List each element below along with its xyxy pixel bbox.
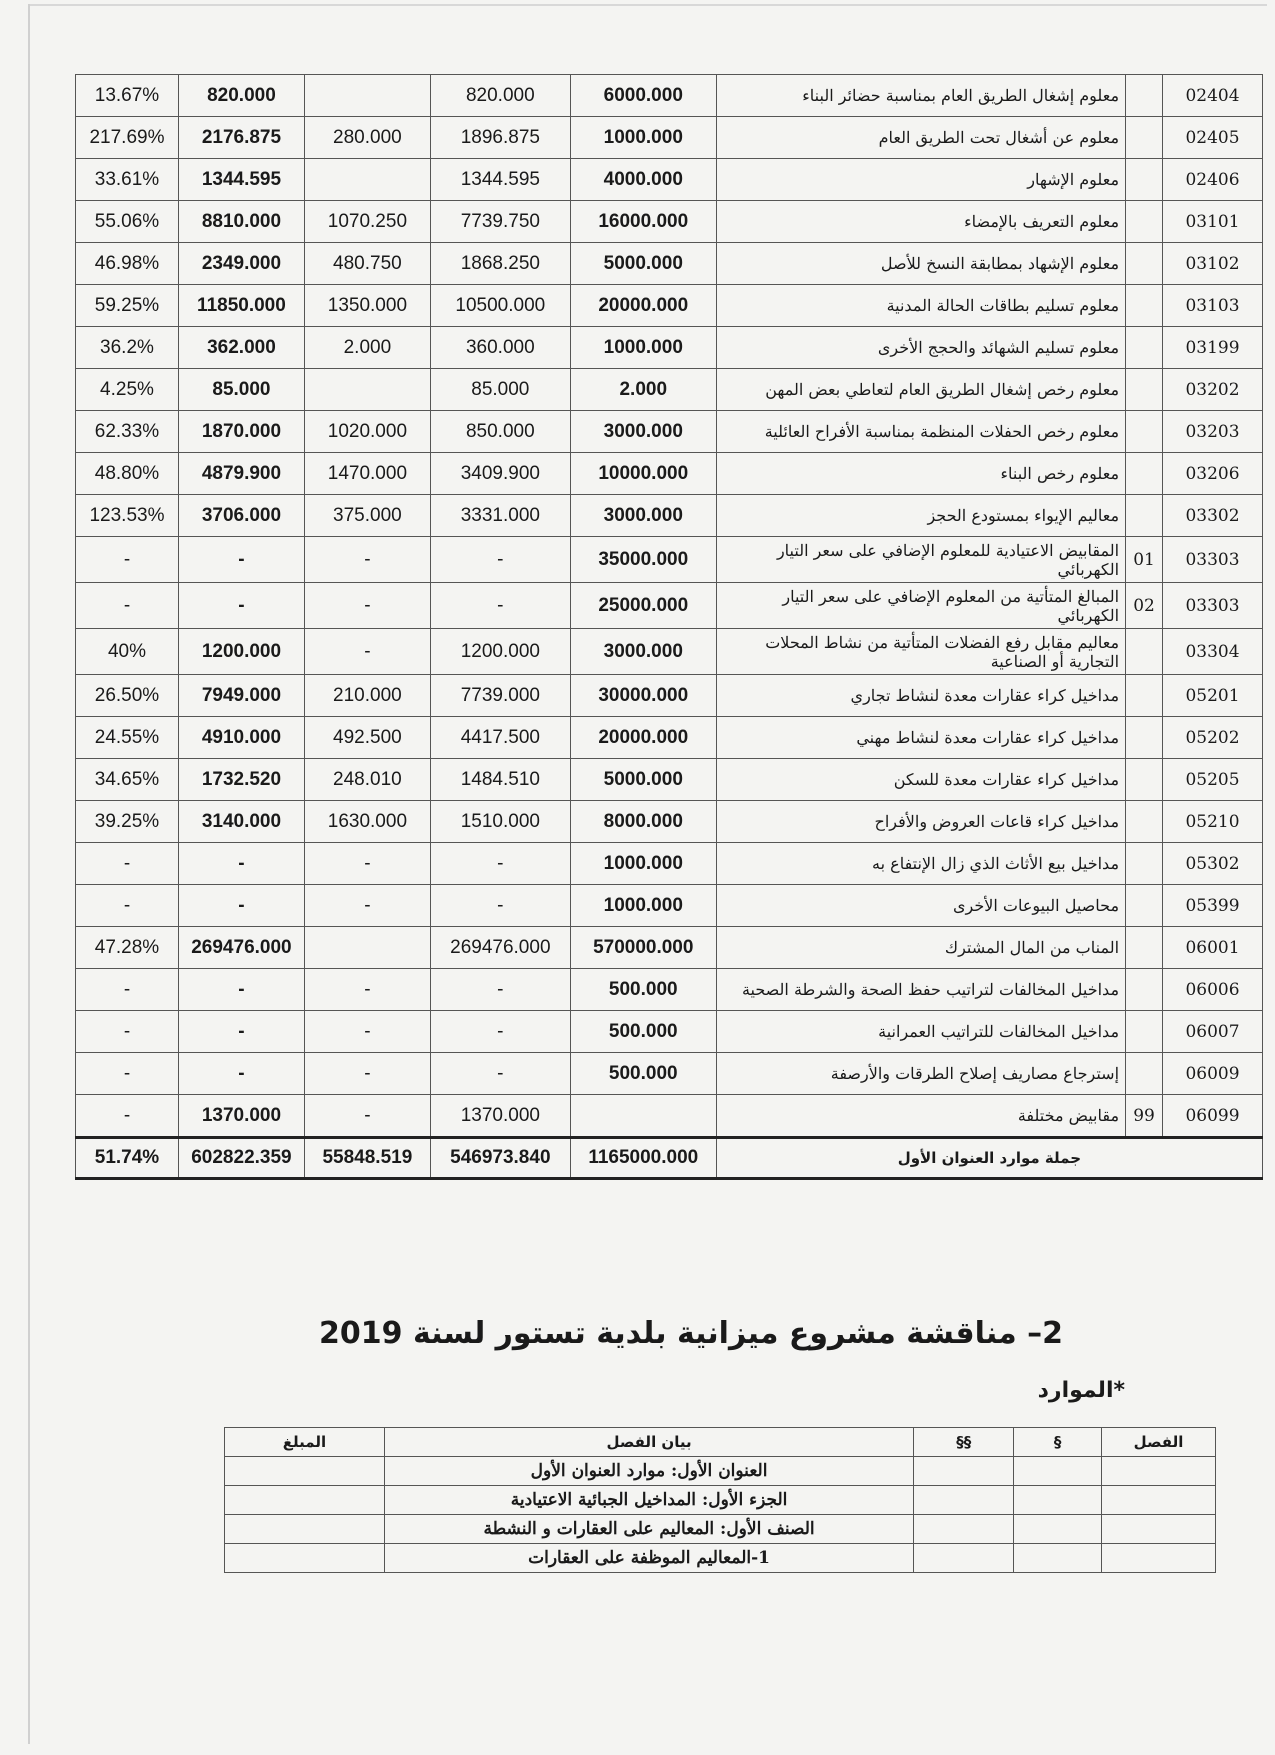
remaining-cell: - [304, 843, 430, 885]
header-amount: المبلغ [225, 1428, 385, 1457]
sub-code-cell [1126, 801, 1163, 843]
total-cell: - [178, 583, 304, 629]
percent-cell: 26.50% [76, 675, 179, 717]
table-row [76, 583, 1263, 629]
budget-cell: 10000.000 [570, 453, 716, 495]
code-cell: 05302 [1163, 843, 1263, 885]
table-row [76, 885, 1263, 927]
description-cell: معلوم رخص الحفلات المنظمة بمناسبة الأفراح العائلية [716, 411, 1125, 453]
remaining-cell: - [304, 969, 430, 1011]
remaining-cell: - [304, 885, 430, 927]
percent-cell: 48.80% [76, 453, 179, 495]
percent-cell: 36.2% [76, 327, 179, 369]
code-cell: 05399 [1163, 885, 1263, 927]
collected-cell: 1370.000 [430, 1095, 570, 1138]
table-row [76, 1011, 1263, 1053]
total-cell: - [178, 885, 304, 927]
remaining-cell: 1350.000 [304, 285, 430, 327]
collected-cell: 1510.000 [430, 801, 570, 843]
code-cell: 02406 [1163, 159, 1263, 201]
remaining-cell: 1630.000 [304, 801, 430, 843]
remaining-cell: 2.000 [304, 327, 430, 369]
percent-cell: 13.67% [76, 75, 179, 117]
collected-cell: 820.000 [430, 75, 570, 117]
collected-cell: 1896.875 [430, 117, 570, 159]
description-cell: مداخيل كراء عقارات معدة لنشاط تجاري [716, 675, 1125, 717]
budget-cell: 1000.000 [570, 843, 716, 885]
percent-cell: - [76, 843, 179, 885]
description-cell: مداخيل كراء عقارات معدة لنشاط مهني [716, 717, 1125, 759]
description-cell: مداخيل بيع الأثاث الذي زال الإنتفاع به [716, 843, 1125, 885]
remaining-cell: 492.500 [304, 717, 430, 759]
total-cell: 8810.000 [178, 201, 304, 243]
revenue-table [75, 74, 1263, 1180]
percent-cell: 59.25% [76, 285, 179, 327]
percent-cell: 55.06% [76, 201, 179, 243]
code-cell: 03103 [1163, 285, 1263, 327]
sub-code-cell [1126, 717, 1163, 759]
description-cell: معلوم رخص إشغال الطريق العام لتعاطي بعض المهن [716, 369, 1125, 411]
code-cell: 06009 [1163, 1053, 1263, 1095]
budget-cell: 3000.000 [570, 495, 716, 537]
total-cell: 1732.520 [178, 759, 304, 801]
budget-cell: 1000.000 [570, 327, 716, 369]
table-row [76, 843, 1263, 885]
total-cell: 820.000 [178, 75, 304, 117]
paragraph-cell [1014, 1457, 1102, 1486]
percent-cell: - [76, 1053, 179, 1095]
budget-cell: 16000.000 [570, 201, 716, 243]
code-cell: 02405 [1163, 117, 1263, 159]
remaining-cell: 1070.250 [304, 201, 430, 243]
code-cell: 03102 [1163, 243, 1263, 285]
collected-cell: 10500.000 [430, 285, 570, 327]
table-row [76, 801, 1263, 843]
table-row [76, 243, 1263, 285]
table-row [76, 675, 1263, 717]
total-cell: 2349.000 [178, 243, 304, 285]
code-cell: 06006 [1163, 969, 1263, 1011]
remaining-cell: 375.000 [304, 495, 430, 537]
sub-code-cell [1126, 629, 1163, 675]
total-remaining-cell: 55848.519 [304, 1138, 430, 1179]
description-cell: معاليم الإيواء بمستودع الحجز [716, 495, 1125, 537]
code-cell: 02404 [1163, 75, 1263, 117]
collected-cell: 1344.595 [430, 159, 570, 201]
subparagraph-cell [914, 1515, 1014, 1544]
percent-cell: 47.28% [76, 927, 179, 969]
code-cell: 06099 [1163, 1095, 1263, 1138]
subparagraph-cell [914, 1457, 1014, 1486]
header-paragraph: § [1014, 1428, 1102, 1457]
percent-cell: - [76, 537, 179, 583]
sub-code-cell [1126, 969, 1163, 1011]
table-row [76, 75, 1263, 117]
collected-cell: 3409.900 [430, 453, 570, 495]
total-cell: 2176.875 [178, 117, 304, 159]
code-cell: 03303 [1163, 537, 1263, 583]
sub-code-cell [1126, 675, 1163, 717]
collected-cell: 1868.250 [430, 243, 570, 285]
description-cell: مداخيل كراء عقارات معدة للسكن [716, 759, 1125, 801]
percent-cell: - [76, 885, 179, 927]
code-cell: 06001 [1163, 927, 1263, 969]
header-chapter-description: بيان الفصل [384, 1428, 913, 1457]
sub-code-cell [1126, 369, 1163, 411]
total-cell: 7949.000 [178, 675, 304, 717]
sub-code-cell [1126, 327, 1163, 369]
collected-cell: - [430, 537, 570, 583]
category-line: الصنف الأول: المعاليم على العقارات و النشطة [384, 1515, 913, 1544]
remaining-cell: - [304, 629, 430, 675]
budget-cell: 5000.000 [570, 243, 716, 285]
collected-cell: - [430, 1053, 570, 1095]
code-cell: 03303 [1163, 583, 1263, 629]
percent-cell: 4.25% [76, 369, 179, 411]
header-subparagraph: §§ [914, 1428, 1014, 1457]
percent-cell: 40% [76, 629, 179, 675]
remaining-cell: 248.010 [304, 759, 430, 801]
collected-cell: - [430, 885, 570, 927]
code-cell: 05201 [1163, 675, 1263, 717]
percent-cell: 123.53% [76, 495, 179, 537]
total-budget-cell: 1165000.000 [570, 1138, 716, 1179]
header-chapter: الفصل [1102, 1428, 1216, 1457]
code-cell: 03101 [1163, 201, 1263, 243]
table-row [76, 927, 1263, 969]
remaining-cell: - [304, 583, 430, 629]
table-row [76, 969, 1263, 1011]
sub-code-cell [1126, 1011, 1163, 1053]
collected-cell: 1200.000 [430, 629, 570, 675]
description-cell: معلوم الإشهار [716, 159, 1125, 201]
part-line: الجزء الأول: المداخيل الجبائية الاعتيادية [384, 1486, 913, 1515]
percent-cell: - [76, 1011, 179, 1053]
title-line: العنوان الأول: موارد العنوان الأول [384, 1457, 913, 1486]
total-cell: 3140.000 [178, 801, 304, 843]
table-row [76, 411, 1263, 453]
sub-code-cell: 01 [1126, 537, 1163, 583]
percent-cell: 33.61% [76, 159, 179, 201]
page-edge-top [28, 4, 1267, 6]
total-cell: 1870.000 [178, 411, 304, 453]
total-cell: 1200.000 [178, 629, 304, 675]
sub-code-cell [1126, 495, 1163, 537]
amount-cell [225, 1486, 385, 1515]
percent-cell: 24.55% [76, 717, 179, 759]
description-cell: المبالغ المتأتية من المعلوم الإضافي على سعر التيار الكهربائي [716, 583, 1125, 629]
sub-code-cell [1126, 117, 1163, 159]
total-collected-cell: 546973.840 [430, 1138, 570, 1179]
total-percent-cell: 51.74% [76, 1138, 179, 1179]
code-cell: 03203 [1163, 411, 1263, 453]
table-row [76, 759, 1263, 801]
budget-cell: 2.000 [570, 369, 716, 411]
budget-structure-table [224, 1427, 1216, 1573]
sub-code-cell [1126, 201, 1163, 243]
description-cell: معلوم عن أشغال تحت الطريق العام [716, 117, 1125, 159]
table-row [76, 285, 1263, 327]
sub-code-cell [1126, 843, 1163, 885]
table-row [76, 327, 1263, 369]
percent-cell: 46.98% [76, 243, 179, 285]
sub-code-cell [1126, 759, 1163, 801]
budget-cell: 3000.000 [570, 411, 716, 453]
total-cell: - [178, 1053, 304, 1095]
sub-code-cell [1126, 411, 1163, 453]
lower-row [225, 1515, 1216, 1544]
collected-cell: - [430, 583, 570, 629]
sub-code-cell: 99 [1126, 1095, 1163, 1138]
budget-cell: 570000.000 [570, 927, 716, 969]
total-cell: 3706.000 [178, 495, 304, 537]
description-cell: المناب من المال المشترك [716, 927, 1125, 969]
paragraph-cell [1014, 1544, 1102, 1573]
collected-cell: 360.000 [430, 327, 570, 369]
resources-subheading: *الموارد [1037, 1378, 1125, 1403]
total-cell: 85.000 [178, 369, 304, 411]
description-cell: المقابيض الاعتيادية للمعلوم الإضافي على سعر التيار الكهربائي [716, 537, 1125, 583]
collected-cell: - [430, 843, 570, 885]
total-cell: 4879.900 [178, 453, 304, 495]
budget-cell: 20000.000 [570, 717, 716, 759]
chapter-cell [1102, 1544, 1216, 1573]
collected-cell: - [430, 1011, 570, 1053]
total-cell: 1370.000 [178, 1095, 304, 1138]
paragraph-cell [1014, 1486, 1102, 1515]
percent-cell: 62.33% [76, 411, 179, 453]
lower-row [225, 1486, 1216, 1515]
item-line: 1-المعاليم الموظفة على العقارات [384, 1544, 913, 1573]
table-row [76, 1095, 1263, 1138]
table-row [76, 1053, 1263, 1095]
description-cell: مداخيل المخالفات لتراتيب حفظ الصحة والشرطة الصحية [716, 969, 1125, 1011]
amount-cell [225, 1457, 385, 1486]
page-edge-left [28, 4, 30, 1744]
code-cell: 05210 [1163, 801, 1263, 843]
code-cell: 05202 [1163, 717, 1263, 759]
total-row [76, 1138, 1263, 1179]
description-cell: مقابيض مختلفة [716, 1095, 1125, 1138]
subparagraph-cell [914, 1486, 1014, 1515]
remaining-cell [304, 369, 430, 411]
lower-row [225, 1457, 1216, 1486]
sub-code-cell [1126, 285, 1163, 327]
subparagraph-cell [914, 1544, 1014, 1573]
total-cell: 4910.000 [178, 717, 304, 759]
sub-code-cell [1126, 75, 1163, 117]
code-cell: 03199 [1163, 327, 1263, 369]
code-cell: 03304 [1163, 629, 1263, 675]
percent-cell: 39.25% [76, 801, 179, 843]
description-cell: معاليم مقابل رفع الفضلات المتأتية من نشاط المحلات التجارية أو الصناعية [716, 629, 1125, 675]
grand-total-cell: 602822.359 [178, 1138, 304, 1179]
table-row [76, 453, 1263, 495]
table-row [76, 629, 1263, 675]
budget-cell: 500.000 [570, 1053, 716, 1095]
table-row [76, 201, 1263, 243]
description-cell: إسترجاع مصاريف إصلاح الطرقات والأرصفة [716, 1053, 1125, 1095]
remaining-cell: - [304, 1011, 430, 1053]
budget-cell: 5000.000 [570, 759, 716, 801]
budget-cell: 25000.000 [570, 583, 716, 629]
budget-cell: 500.000 [570, 1011, 716, 1053]
total-cell: - [178, 537, 304, 583]
remaining-cell: - [304, 537, 430, 583]
total-cell: - [178, 1011, 304, 1053]
budget-cell: 35000.000 [570, 537, 716, 583]
collected-cell: 4417.500 [430, 717, 570, 759]
collected-cell: 3331.000 [430, 495, 570, 537]
remaining-cell [304, 159, 430, 201]
percent-cell: - [76, 969, 179, 1011]
collected-cell: - [430, 969, 570, 1011]
description-cell: معلوم تسليم الشهائد والحجج الأخرى [716, 327, 1125, 369]
description-cell: معلوم التعريف بالإمضاء [716, 201, 1125, 243]
collected-cell: 7739.000 [430, 675, 570, 717]
budget-cell: 30000.000 [570, 675, 716, 717]
code-cell: 05205 [1163, 759, 1263, 801]
remaining-cell: 280.000 [304, 117, 430, 159]
description-cell: محاصيل البيوعات الأخرى [716, 885, 1125, 927]
code-cell: 06007 [1163, 1011, 1263, 1053]
sub-code-cell: 02 [1126, 583, 1163, 629]
budget-cell: 1000.000 [570, 885, 716, 927]
remaining-cell: 1020.000 [304, 411, 430, 453]
code-cell: 03206 [1163, 453, 1263, 495]
collected-cell: 85.000 [430, 369, 570, 411]
table-row [76, 717, 1263, 759]
collected-cell: 850.000 [430, 411, 570, 453]
collected-cell: 1484.510 [430, 759, 570, 801]
lower-header-row [225, 1428, 1216, 1457]
table-row [76, 495, 1263, 537]
budget-cell: 3000.000 [570, 629, 716, 675]
budget-cell: 8000.000 [570, 801, 716, 843]
total-cell: 1344.595 [178, 159, 304, 201]
table-row [76, 159, 1263, 201]
total-cell: 11850.000 [178, 285, 304, 327]
amount-cell [225, 1544, 385, 1573]
table-row [76, 537, 1263, 583]
description-cell: معلوم الإشهاد بمطابقة النسخ للأصل [716, 243, 1125, 285]
description-cell: مداخيل المخالفات للتراتيب العمرانية [716, 1011, 1125, 1053]
budget-cell: 500.000 [570, 969, 716, 1011]
budget-cell: 6000.000 [570, 75, 716, 117]
collected-cell: 269476.000 [430, 927, 570, 969]
budget-cell [570, 1095, 716, 1138]
paragraph-cell [1014, 1515, 1102, 1544]
remaining-cell [304, 927, 430, 969]
sub-code-cell [1126, 1053, 1163, 1095]
code-cell: 03202 [1163, 369, 1263, 411]
amount-cell [225, 1515, 385, 1544]
remaining-cell: - [304, 1095, 430, 1138]
sub-code-cell [1126, 243, 1163, 285]
remaining-cell: 480.750 [304, 243, 430, 285]
remaining-cell: - [304, 1053, 430, 1095]
sub-code-cell [1126, 885, 1163, 927]
remaining-cell [304, 75, 430, 117]
code-cell: 03302 [1163, 495, 1263, 537]
table-row [76, 117, 1263, 159]
sub-code-cell [1126, 453, 1163, 495]
percent-cell: - [76, 583, 179, 629]
percent-cell: - [76, 1095, 179, 1138]
description-cell: معلوم تسليم بطاقات الحالة المدنية [716, 285, 1125, 327]
description-cell: معلوم إشغال الطريق العام بمناسبة حضائر البناء [716, 75, 1125, 117]
description-cell: معلوم رخص البناء [716, 453, 1125, 495]
percent-cell: 217.69% [76, 117, 179, 159]
remaining-cell: 210.000 [304, 675, 430, 717]
budget-cell: 4000.000 [570, 159, 716, 201]
total-cell: 269476.000 [178, 927, 304, 969]
chapter-cell [1102, 1457, 1216, 1486]
total-cell: - [178, 969, 304, 1011]
collected-cell: 7739.750 [430, 201, 570, 243]
total-cell: - [178, 843, 304, 885]
remaining-cell: 1470.000 [304, 453, 430, 495]
total-label-cell: جملة موارد العنوان الأول [716, 1138, 1262, 1179]
chapter-cell [1102, 1515, 1216, 1544]
sub-code-cell [1126, 927, 1163, 969]
budget-cell: 20000.000 [570, 285, 716, 327]
lower-row [225, 1544, 1216, 1573]
total-cell: 362.000 [178, 327, 304, 369]
section-heading: 2– مناقشة مشروع ميزانية بلدية تستور لسنة 2019 [319, 1316, 1063, 1351]
sub-code-cell [1126, 159, 1163, 201]
table-row [76, 369, 1263, 411]
budget-cell: 1000.000 [570, 117, 716, 159]
percent-cell: 34.65% [76, 759, 179, 801]
description-cell: مداخيل كراء قاعات العروض والأفراح [716, 801, 1125, 843]
chapter-cell [1102, 1486, 1216, 1515]
